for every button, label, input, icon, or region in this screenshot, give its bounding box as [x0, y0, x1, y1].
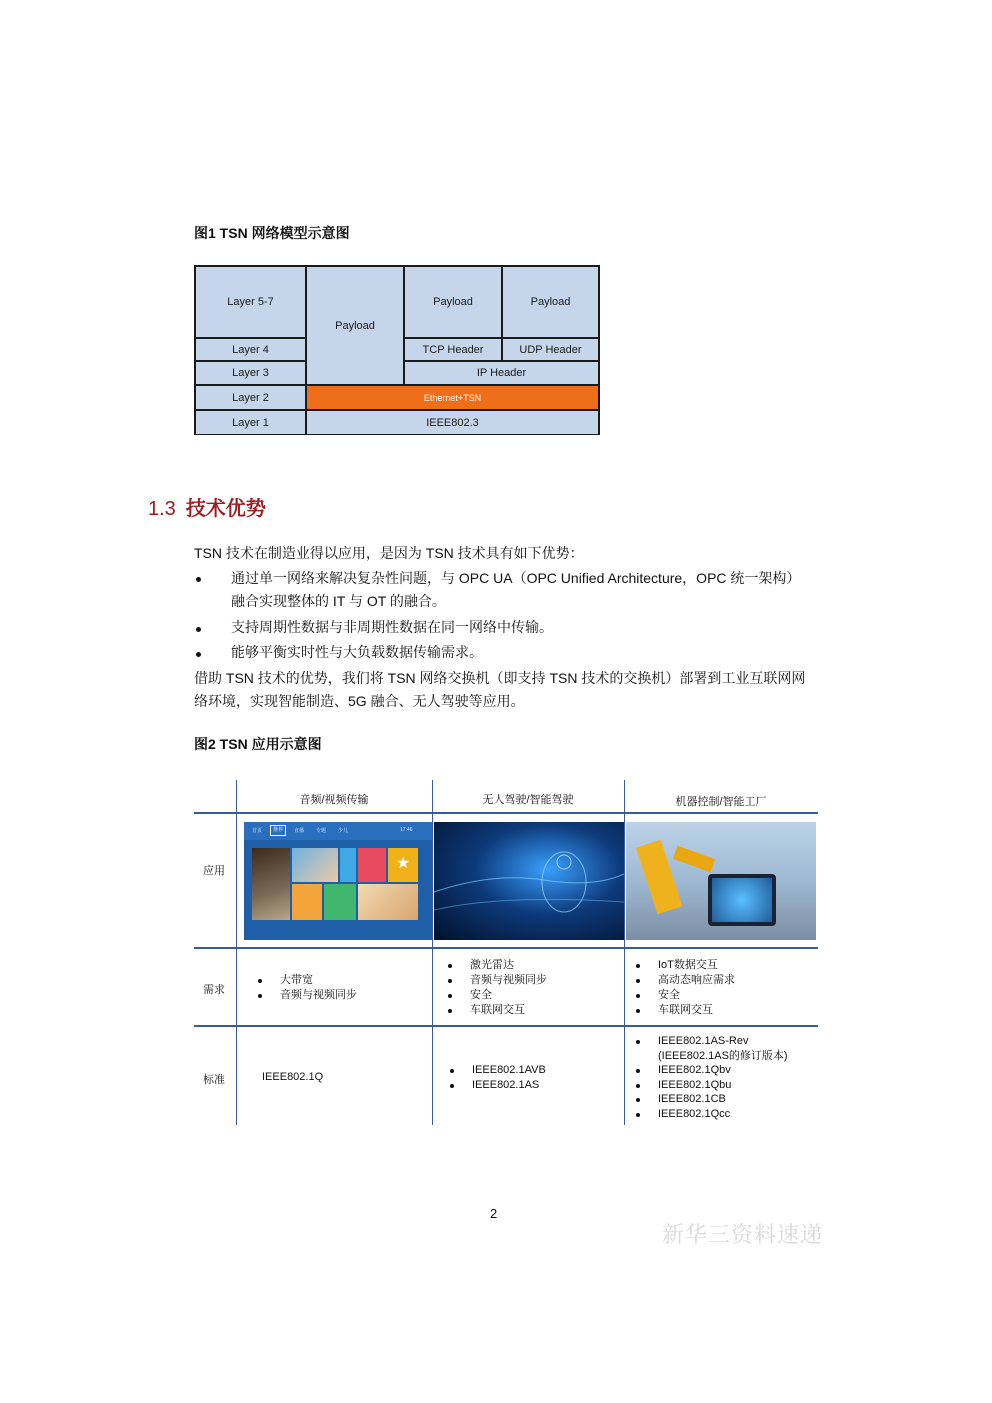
grid-line [194, 812, 818, 814]
bullet-1-line2: 融合实现整体的 IT 与 OT 的融合。 [231, 593, 446, 609]
star-icon: ★ [396, 855, 411, 872]
autonomous-driving-image [434, 822, 624, 940]
section-heading [148, 492, 266, 521]
bullet-2: 支持周期性数据与非周期性数据在同一网络中传输。 [231, 619, 553, 635]
layer-5-7-cell: Layer 5-7 [195, 266, 306, 338]
layer-1-cell: Layer 1 [195, 410, 306, 435]
column-header-driving: 无人驾驶/智能驾驶 [482, 794, 574, 806]
tablet-screen [712, 878, 772, 922]
list-item: IEEE802.1Qcc [634, 1107, 788, 1122]
tv-tab: 专题 [316, 828, 327, 834]
section-title: 技术优势 [185, 498, 266, 520]
list-item: 音频与视频同步 [446, 973, 547, 988]
tsn-application-figure [194, 780, 818, 1125]
poster-tile [292, 884, 322, 920]
layer-2-cell: Layer 2 [195, 385, 306, 410]
list-item: IoT数据交互 [634, 958, 735, 973]
poster-tile [292, 848, 338, 882]
bullet-dot [196, 627, 201, 632]
watermark: 新华三资料速递 [662, 1222, 824, 1247]
poster-tile [340, 848, 356, 882]
list-item: 安全 [634, 988, 735, 1003]
layer-4-cell: Layer 4 [195, 338, 306, 361]
poster-tile [358, 848, 386, 882]
poster-tile [324, 884, 356, 920]
list-item: IEEE802.1CB [634, 1092, 788, 1107]
av-streaming-image [244, 822, 432, 940]
section-number: 1.3 [148, 498, 176, 520]
list-item: IEEE802.1AS-Rev [634, 1034, 788, 1049]
row-label-needs: 需求 [203, 984, 225, 996]
list-item: 高动态响应需求 [634, 973, 735, 988]
list-item: IEEE802.1Qbu [634, 1078, 788, 1093]
grid-line [236, 780, 237, 1125]
list-item: 激光雷达 [446, 958, 547, 973]
list-item: 安全 [446, 988, 547, 1003]
intro-paragraph: TSN 技术在制造业得以应用，是因为 TSN 技术具有如下优势： [194, 545, 584, 561]
page-number: 2 [490, 1206, 498, 1221]
needs-list-driving [446, 958, 547, 1018]
payload-udp-ip-cell: Payload [306, 266, 404, 385]
row-label-standards: 标准 [203, 1074, 225, 1086]
tcp-header-cell: TCP Header [404, 338, 502, 361]
list-item: 大带宽 [256, 973, 357, 988]
list-item: IEEE802.1AVB [448, 1063, 546, 1078]
closing-line2: 络环境，实现智能制造、5G 融合、无人驾驶等应用。 [194, 693, 525, 709]
payload-udp-cell: Payload [502, 266, 599, 338]
grid-line [194, 947, 818, 949]
ieee8023-cell: IEEE802.3 [306, 410, 599, 435]
car-hud-graphic [434, 822, 624, 940]
payload-tcp-cell: Payload [404, 266, 502, 338]
tablet-device [708, 874, 776, 926]
figure2-caption: 图2 TSN 应用示意图 [194, 736, 322, 752]
row-label-application: 应用 [203, 865, 225, 877]
layer-3-cell: Layer 3 [195, 361, 306, 385]
bullet-1-line1: 通过单一网络来解决复杂性问题，与 OPC UA（OPC Unified Architecture，OPC 统一架构） [231, 570, 801, 586]
list-item: IEEE802.1AS [448, 1078, 546, 1093]
bullet-dot [196, 652, 201, 657]
standards-list-factory [634, 1034, 788, 1121]
column-header-av: 音频/视频传输 [299, 794, 369, 806]
ip-header-cell: IP Header [404, 361, 599, 385]
list-item: 车联网交互 [446, 1003, 547, 1018]
closing-line1: 借助 TSN 技术的优势，我们将 TSN 网络交换机（即支持 TSN 技术的交换机）部署到工业互联网网 [194, 670, 806, 686]
bullet-3: 能够平衡实时性与大负载数据传输需求。 [231, 644, 483, 660]
bullet-dot [196, 577, 201, 582]
tsn-model-table [194, 265, 600, 435]
grid-line [194, 1025, 818, 1027]
grid-line [432, 780, 433, 1125]
needs-list-av [256, 973, 357, 1003]
tv-clock: 17:46 [400, 827, 413, 833]
list-item: IEEE802.1Qbv [634, 1063, 788, 1078]
standards-list-driving [448, 1063, 546, 1093]
tv-tab: 少儿 [338, 828, 349, 834]
column-header-factory: 机器控制/智能工厂 [675, 796, 767, 808]
poster-tile [358, 884, 418, 920]
needs-list-factory [634, 958, 735, 1018]
tv-tab: 首页 [252, 828, 263, 834]
robot-arm [673, 846, 715, 873]
smart-factory-image [626, 822, 816, 940]
udp-header-cell: UDP Header [502, 338, 599, 361]
standard-av: IEEE802.1Q [262, 1071, 324, 1083]
list-item-note: (IEEE802.1AS的修订版本) [658, 1049, 788, 1062]
tv-tab: 直播 [294, 828, 305, 834]
list-item: 音频与视频同步 [256, 988, 357, 1003]
grid-line [624, 780, 625, 1125]
ethernet-tsn-cell: Ethernet+TSN [306, 385, 599, 410]
figure1-caption: 图1 TSN 网络模型示意图 [194, 225, 350, 241]
poster-tile [252, 848, 290, 920]
list-item: 车联网交互 [634, 1003, 735, 1018]
tv-tab-active: 推荐 [270, 825, 286, 836]
